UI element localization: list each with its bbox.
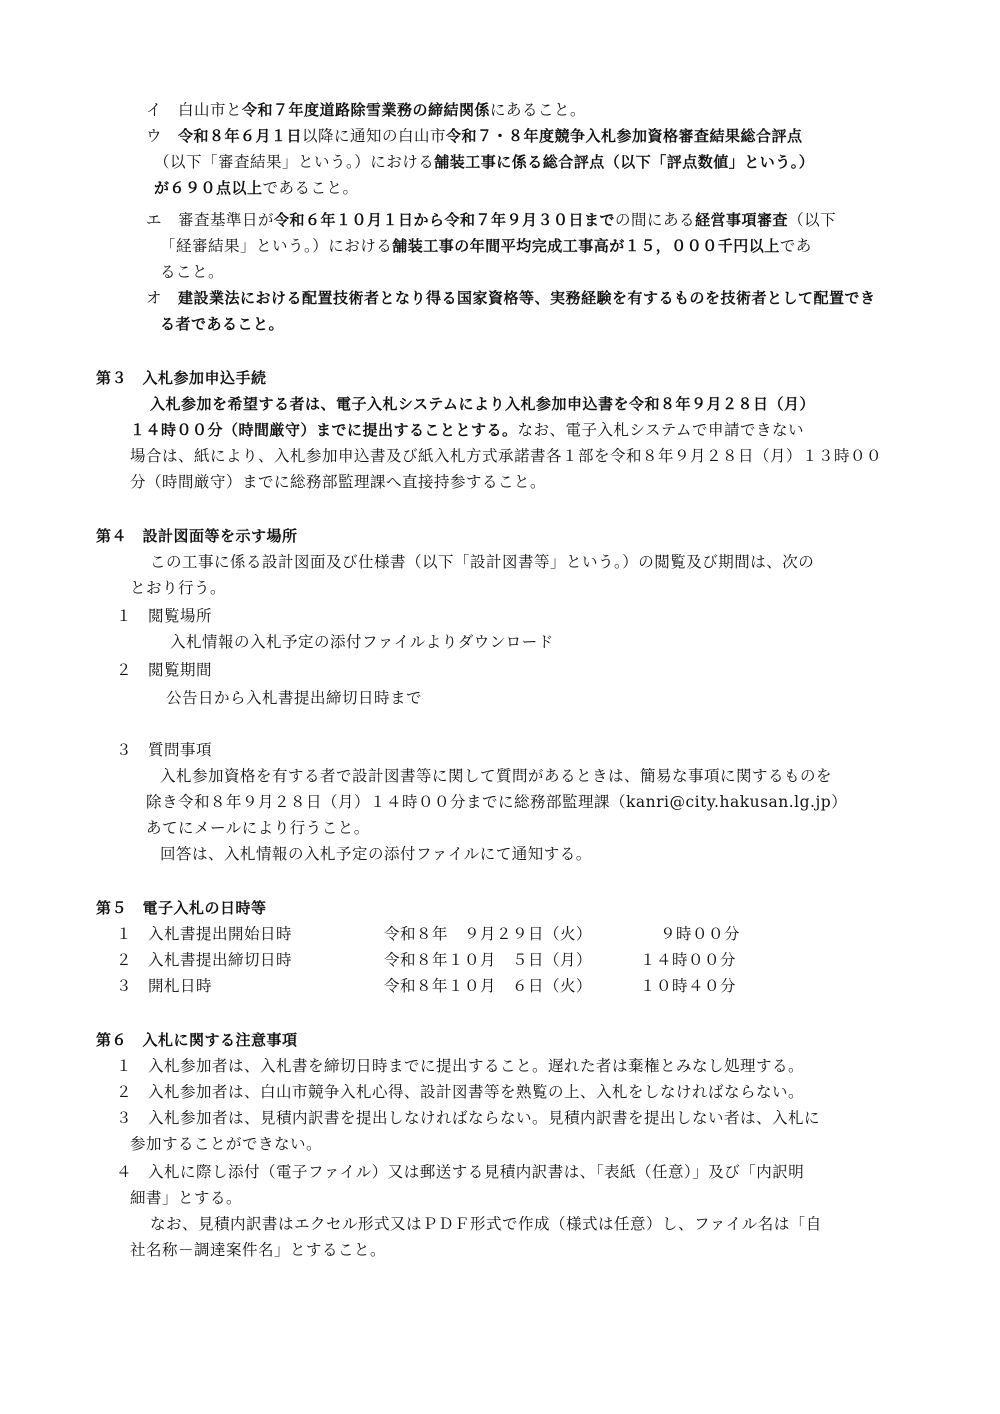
section-6-note3-line1: ３ 入札参加者は、見積内訳書を提出しなければならない。見積内訳書を提出しない者は、入札に bbox=[116, 1109, 821, 1127]
text-run: ウ bbox=[146, 127, 179, 145]
section-3-line3: 場合は、紙により、入札参加申込書及び紙入札方式承諾書各１部を令和８年９月２８日（月）１３時００ bbox=[130, 447, 883, 465]
section-4-intro-line1: この工事に係る設計図面及び仕様書（以下「設計図書等」という。）の閲覧及び期間は、次の bbox=[150, 553, 815, 571]
section-6-heading: 第６ 入札に関する注意事項 bbox=[96, 1031, 298, 1049]
text-run: エ 審査基準日が bbox=[146, 211, 275, 229]
bold-text-run: 令和８年６月１日 bbox=[178, 127, 303, 145]
schedule-row1-time: ９時００分 bbox=[660, 925, 741, 943]
section-4-item3-line2: 除き令和８年９月２８日（月）１４時００分までに総務部監理課（kanri@city.hakusan.lg.jp） bbox=[146, 793, 848, 811]
bold-text-run: 経営事項審査 bbox=[695, 211, 789, 229]
qualification-o-line1 bbox=[146, 286, 876, 310]
section-6-note3-line2: 参加することができない。 bbox=[130, 1135, 323, 1153]
section-4-item3-line1: 入札参加資格を有する者で設計図書等に関して質問があるときは、簡易な事項に関するものを bbox=[160, 767, 833, 785]
schedule-row2-date: 令和８年１０月 ５日（月） bbox=[384, 951, 593, 969]
section-5-heading: 第５ 電子入札の日時等 bbox=[96, 899, 267, 917]
text-run: （以下「審査結果」という。）における bbox=[154, 153, 435, 171]
text-run: にあること。 bbox=[490, 101, 587, 119]
qualification-u-line2 bbox=[154, 150, 814, 174]
bold-text-run: 舗装工事の年間平均完成工事高が１５，０００千円以上 bbox=[392, 237, 780, 255]
schedule-row2-time: １４時００分 bbox=[640, 951, 737, 969]
text-run: オ bbox=[146, 289, 179, 307]
qualification-u-line1 bbox=[146, 124, 803, 148]
bold-text-run: 建設業法における配置技術者となり得る国家資格等、実務経験を有するものを技術者として配置でき bbox=[178, 289, 876, 307]
schedule-row3-label: ３ 開札日時 bbox=[116, 977, 213, 995]
section-3-line1 bbox=[150, 392, 815, 416]
section-4-item2-title: ２ 閲覧期間 bbox=[116, 661, 213, 679]
section-4-item3-line3: あてにメールにより行うこと。 bbox=[146, 819, 370, 837]
section-4-item1-title: １ 閲覧場所 bbox=[116, 607, 213, 625]
text-run: （以下 bbox=[788, 211, 837, 229]
text-run: であ bbox=[779, 237, 812, 255]
qualification-e-line1 bbox=[146, 208, 836, 232]
qualification-u-line3 bbox=[154, 176, 359, 200]
schedule-row3-date: 令和８年１０月 ６日（火） bbox=[384, 977, 593, 995]
section-6-note4-line1: ４ 入札に際し添付（電子ファイル）又は郵送する見積内訳書は、「表紙（任意）」及び「内訳明 bbox=[116, 1163, 805, 1181]
section-4-heading: 第４ 設計図面等を示す場所 bbox=[96, 527, 298, 545]
bold-text-run: 令和７・８年度競争入札参加資格審査結果総合評点 bbox=[446, 127, 803, 145]
bold-text-run: 令和７年度道路除雪業務の締結関係 bbox=[242, 101, 491, 119]
schedule-row1-label: １ 入札書提出開始日時 bbox=[116, 925, 293, 943]
qualification-e-line2 bbox=[160, 234, 812, 258]
text-run: の間にある bbox=[615, 211, 696, 229]
qualification-o-line2 bbox=[160, 312, 284, 336]
section-6-note4-line4: 社名称－調達案件名」とすること。 bbox=[130, 1241, 387, 1259]
schedule-row3-time: １０時４０分 bbox=[640, 977, 737, 995]
qualification-i bbox=[146, 98, 586, 122]
bold-text-run: １４時００分（時間厳守）までに提出することとする。 bbox=[130, 421, 518, 439]
text-run: 「経審結果」という。）における bbox=[160, 237, 393, 255]
bold-text-run: 舗装工事に係る総合評点（以下「評点数値」という。） bbox=[434, 153, 815, 171]
bold-text-run: が６９０点以上 bbox=[154, 179, 263, 197]
schedule-row1-date: 令和８年 ９月２９日（火） bbox=[384, 925, 593, 943]
text-run: イ 白山市と bbox=[146, 101, 243, 119]
schedule-row2-label: ２ 入札書提出締切日時 bbox=[116, 951, 293, 969]
section-6-note2: ２ 入札参加者は、白山市競争入札心得、設計図書等を熟覧の上、入札をしなければならない。 bbox=[116, 1083, 805, 1101]
section-3-line2 bbox=[130, 418, 804, 442]
section-6-note1: １ 入札参加者は、入札書を締切日時までに提出すること。遅れた者は棄権とみなし処理する。 bbox=[116, 1057, 805, 1075]
section-4-intro-line2: とおり行う。 bbox=[130, 579, 227, 597]
section-4-item1-body: 入札情報の入札予定の添付ファイルよりダウンロード bbox=[170, 633, 554, 651]
section-4-item3-line4: 回答は、入札情報の入札予定の添付ファイルにて通知する。 bbox=[160, 845, 592, 863]
section-4-item2-body: 公告日から入札書提出締切日時まで bbox=[166, 689, 423, 707]
bold-text-run: る者であること。 bbox=[160, 315, 285, 333]
section-4-item3-title: ３ 質問事項 bbox=[116, 741, 213, 759]
section-3-heading: 第３ 入札参加申込手続 bbox=[96, 369, 267, 387]
qualification-e-line3: ること。 bbox=[160, 263, 225, 281]
bold-text-run: 入札参加を希望する者は、電子入札システムにより入札参加申込書を令和８年９月２８日（月） bbox=[150, 395, 816, 413]
bold-text-run: 令和６年１０月１日から令和７年９月３０日まで bbox=[274, 211, 616, 229]
section-6-note4-line2: 細書」とする。 bbox=[130, 1189, 243, 1207]
text-run: であること。 bbox=[262, 179, 359, 197]
section-3-line4: 分（時間厳守）までに総務部監理課へ直接持参すること。 bbox=[130, 473, 547, 491]
section-6-note4-line3: なお、見積内訳書はエクセル形式又はＰＤＦ形式で作成（様式は任意）し、ファイル名は「自 bbox=[150, 1215, 822, 1233]
text-run: 以降に通知の白山市 bbox=[302, 127, 447, 145]
text-run: なお、電子入札システムで申請できない bbox=[517, 421, 804, 439]
